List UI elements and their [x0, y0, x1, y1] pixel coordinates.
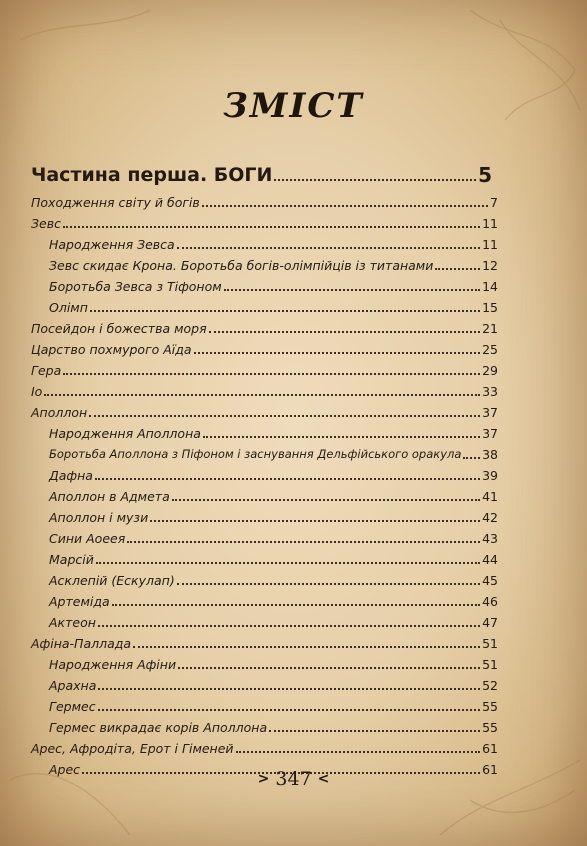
toc-entry-title: Царство похмурого Аїда [31, 342, 192, 357]
toc-entry [49, 673, 498, 693]
toc-leader-dots [98, 625, 480, 627]
toc-entry-title: Посейдон і божества моря [31, 321, 207, 336]
toc-leader-dots [224, 289, 480, 291]
toc-entry-title: Зевс [31, 216, 61, 231]
toc-entry [31, 190, 498, 210]
toc-entry-title: Афіна-Паллада [31, 636, 132, 651]
toc-entry-title: Арахна [49, 678, 97, 693]
toc-entry-page: 52 [482, 678, 498, 693]
toc-entry-page: 38 [482, 447, 498, 462]
footer-right-arrow-icon: < [317, 771, 330, 787]
toc-entry-title: Асклепій (Ескулап) [49, 573, 175, 588]
toc-entry [49, 715, 498, 735]
toc-entry-page: 55 [482, 699, 498, 714]
toc-entry [31, 337, 498, 357]
toc-entry [49, 274, 498, 294]
toc-entry-page: 41 [482, 489, 498, 504]
toc-leader-dots [98, 688, 480, 690]
toc-entry-title: Іо [31, 384, 43, 399]
toc-entry-title: Арес [49, 762, 81, 777]
toc-leader-dots [202, 205, 488, 207]
toc-entry-title: Сини Аоеея [49, 531, 126, 546]
toc-leader-dots [112, 604, 480, 606]
toc-entry-page: 37 [482, 405, 498, 420]
toc-entry [31, 736, 498, 756]
toc-entry-page: 15 [482, 300, 498, 315]
toc-leader-dots [177, 247, 480, 249]
toc-entry [31, 358, 498, 378]
toc-leader-dots [127, 541, 480, 543]
toc-entry-page: 61 [482, 741, 498, 756]
toc-leader-dots [178, 667, 480, 669]
toc-entry-page: 51 [482, 657, 498, 672]
toc-leader-dots [269, 730, 480, 732]
toc-leader-dots [236, 751, 481, 753]
toc-entry-title: Народження Аполлона [49, 426, 201, 441]
toc-entry [49, 253, 498, 273]
toc-entry-title: Народження Зевса [49, 237, 175, 252]
toc-entry [31, 400, 498, 420]
toc-leader-dots [90, 310, 480, 312]
toc-entry [49, 526, 498, 546]
toc-entry-title: Походження світу й богів [31, 195, 200, 210]
toc-entry-page: 21 [482, 321, 498, 336]
toc-entry-title: Аполлон [31, 405, 88, 420]
toc-leader-dots [44, 394, 480, 396]
toc-entry-title: Зевс скидає Крона. Боротьба богів-олімпійців із титанами [49, 258, 434, 273]
toc-entry-title: Гермес [49, 699, 96, 714]
toc-entry-title: Боротьба Зевса з Тіфоном [49, 279, 222, 294]
toc-leader-dots [63, 373, 480, 375]
toc-entry-page: 11 [482, 216, 498, 231]
toc-entry-title: Артеміда [49, 594, 110, 609]
toc-entry-page: 39 [482, 468, 498, 483]
toc-entry-title: Дафна [49, 468, 93, 483]
toc-leader-dots [63, 226, 480, 228]
toc-entry [49, 505, 498, 525]
toc-entry-page: 12 [482, 258, 498, 273]
toc-leader-dots [463, 457, 480, 459]
toc-entry [31, 379, 498, 399]
toc-entry [49, 694, 498, 714]
toc-entry-page: 7 [490, 195, 498, 210]
toc-leader-dots [96, 562, 480, 564]
page-number: 347 [275, 768, 312, 790]
toc-entry [49, 589, 498, 609]
toc-entry-page: 5 [478, 163, 492, 187]
toc-entry-page: 33 [482, 384, 498, 399]
toc-leader-dots [435, 268, 480, 270]
toc-entry-page: 37 [482, 426, 498, 441]
toc-entry [49, 484, 498, 504]
toc-entry-title: Гера [31, 363, 62, 378]
toc-entry-page: 43 [482, 531, 498, 546]
toc-entry [49, 568, 498, 588]
toc-entry-title: Частина перша. БОГИ [31, 164, 273, 186]
toc-entry [49, 463, 498, 483]
toc-leader-dots [89, 415, 480, 417]
toc-entry [49, 652, 498, 672]
toc-entry-page: 51 [482, 636, 498, 651]
toc-leader-dots [203, 436, 480, 438]
toc-entry [31, 211, 498, 231]
toc-entry-title: Олімп [49, 300, 88, 315]
toc-entry-title: Аполлон в Адмета [49, 489, 170, 504]
toc-leader-dots [209, 331, 480, 333]
toc-entry-page: 29 [482, 363, 498, 378]
toc-entry-page: 47 [482, 615, 498, 630]
page-title: ЗМІСТ [223, 86, 364, 126]
toc-entry-page: 44 [482, 552, 498, 567]
toc-entry-page: 45 [482, 573, 498, 588]
toc-entry-page: 55 [482, 720, 498, 735]
toc-entry-title: Актеон [49, 615, 96, 630]
toc-entry-page: 46 [482, 594, 498, 609]
footer-left-arrow-icon: > [257, 771, 270, 787]
toc-entry [31, 316, 498, 336]
toc-entry [49, 610, 498, 630]
toc-entry-title: Арес, Афродіта, Ерот і Гіменей [31, 741, 234, 756]
toc-entry-title: Народження Афіни [49, 657, 177, 672]
toc-entry-page: 11 [482, 237, 498, 252]
toc-leader-dots [98, 709, 481, 711]
toc-leader-dots [274, 179, 476, 181]
toc-entry [49, 547, 498, 567]
toc-entry [49, 442, 498, 462]
toc-entry [49, 295, 498, 315]
toc-entry-title: Гермес викрадає корів Аполлона [49, 720, 268, 735]
toc-entry-title: Марсій [49, 552, 94, 567]
toc-entry [49, 232, 498, 252]
toc-leader-dots [172, 499, 480, 501]
page-footer [0, 768, 587, 790]
toc-leader-dots [133, 646, 480, 648]
toc-leader-dots [150, 520, 480, 522]
toc-entry-page: 25 [482, 342, 498, 357]
toc-entry-page: 42 [482, 510, 498, 525]
toc-entry [49, 421, 498, 441]
toc-leader-dots [177, 583, 480, 585]
toc-entry [31, 631, 498, 651]
toc-entry-page: 61 [482, 762, 498, 777]
toc-leader-dots [194, 352, 481, 354]
toc-entry-title: Боротьба Аполлона з Піфоном і заснування Дельфійського оракула [49, 447, 462, 461]
toc-entry-page: 14 [482, 279, 498, 294]
toc-leader-dots [95, 478, 480, 480]
toc-entry-title: Аполлон і музи [49, 510, 149, 525]
toc-entry [31, 156, 492, 186]
